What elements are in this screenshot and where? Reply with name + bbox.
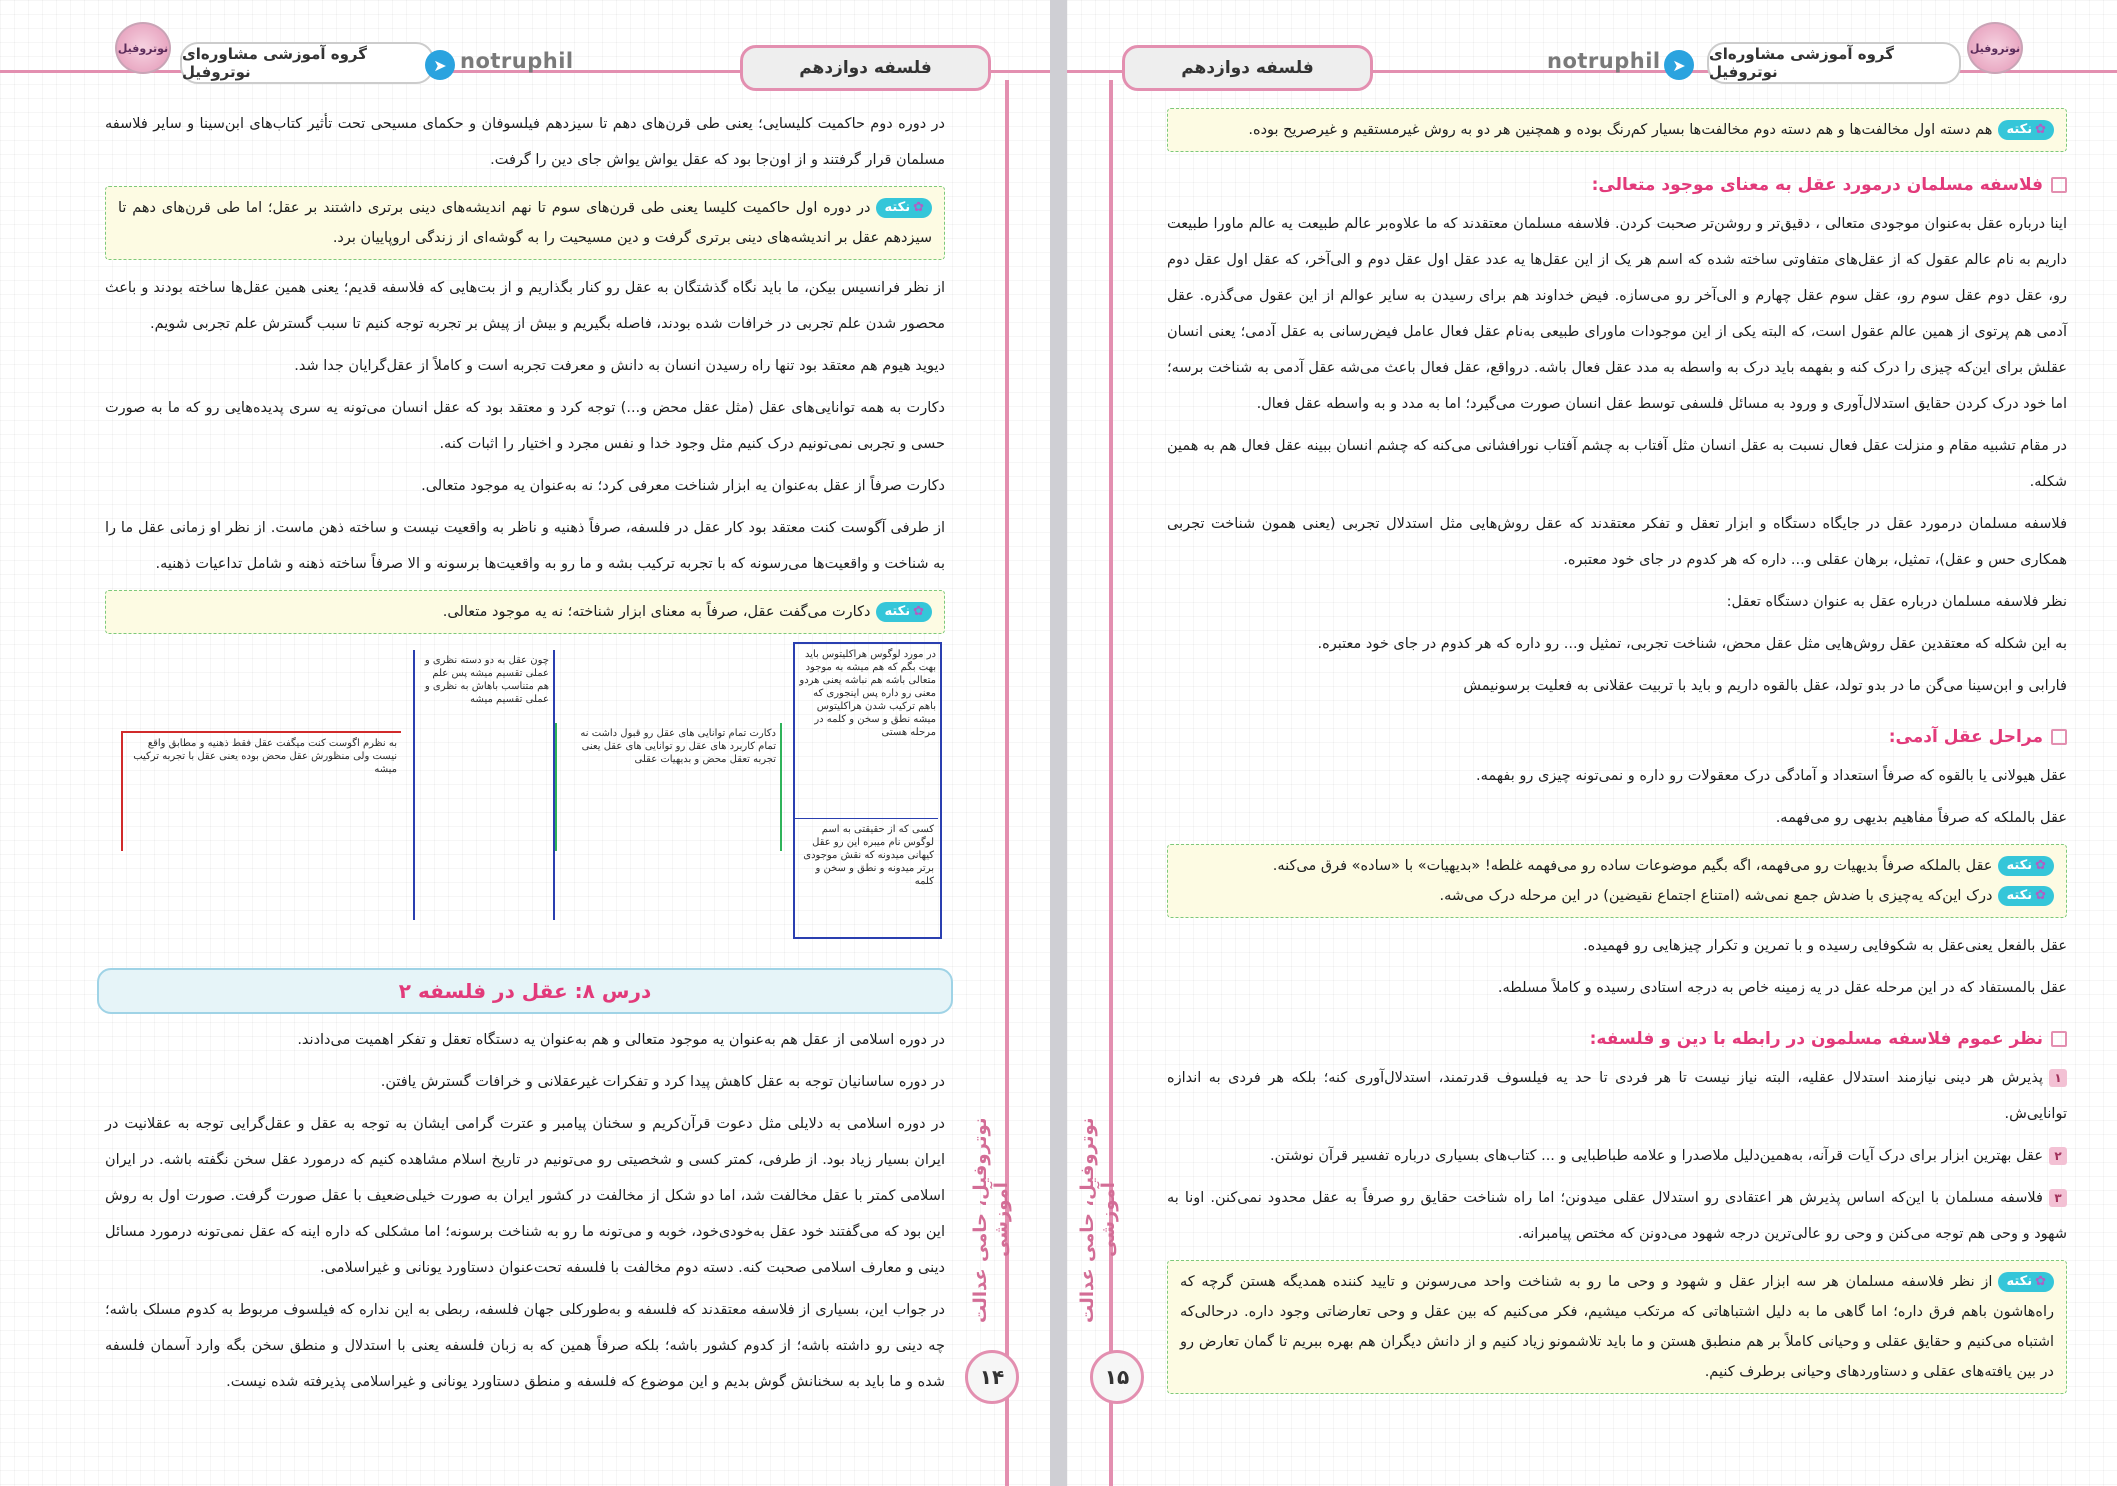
left-bottom-column — [105, 968, 945, 1406]
paragraph: دیوید هیوم هم معتقد بود تنها راه رسیدن انسان به دانش و معرفت تجربه است و کاملاً از عقل‌گرایان جدا شد. — [294, 358, 945, 374]
telegram-icon[interactable]: ➤ — [425, 50, 455, 80]
paragraph: در دوره دوم حاکمیت کلیسایی؛ یعنی طی قرن‌های دهم تا سیزدهم فیلسوفان و حکمای مسیحی تحت تأثیر کتاب‌های ابن‌سینا و سایر فلاسفه مسلمان قرار گرفتند و از اون‌جا بود که عقل یواش یواش جای دین را گرفت. — [105, 116, 945, 168]
checkbox-icon — [2051, 1031, 2067, 1047]
right-column — [1167, 100, 2067, 1404]
paragraph: عقل هیولانی یا بالقوه که صرفاً استعداد و آمادگی درک معقولات رو داره و نمی‌تونه چیزی رو بفهمه. — [1475, 768, 2067, 784]
paragraph: دکارت صرفاً از عقل به‌عنوان یه ابزار شناخت معرفی کرد؛ نه به‌عنوان یه موجود متعالی. — [421, 478, 945, 494]
heading-text: فلاسفه مسلمان درمورد عقل به معنای موجود متعالی: — [1591, 175, 2043, 195]
paragraph: نظر فلاسفه مسلمان درباره عقل به عنوان دستگاه تعقل: — [1726, 594, 2067, 610]
page-number: ۱۵ — [1090, 1350, 1144, 1404]
note-box — [105, 186, 945, 260]
paragraph: از نظر فرانسیس بیکن، ما باید نگاه گذشتگان به عقل رو کنار بگذاریم و از بت‌هایی که فلاسفه قدیم؛ یعنی همین عقل‌ها ساخته بودند و باعث محصور شدن علم تجربی در خرافات شده بودند، فاصله بگیریم و بیش از پیش بر تجربه توجه کنیم تا سبب گسترش علم تجربی شویم. — [105, 280, 945, 332]
note-text: از نظر فلاسفه مسلمان هر سه ابزار عقل و شهود و وحی ما رو به شناخت واحد می‌رسونن و تایید کننده همدیگه هستن گرچه که راه‌هاشون باهم فرق داره؛ اما گاهی ما به دلیل اشتباهاتی که مرتکب میشیم، فکر می‌کنیم که بین عقل و وحی تعارضاتی وجود داره. درحالی‌که اشتباه می‌کنیم و حقایق عقلی و وحیانی کاملاً بر هم منطبق هستن و ما باید تلاشمونو زیاد کنیم و از دانش دیگران هم بهره ببریم تا گمان تعارض رو در بین یافته‌های عقلی و دستاوردهای وحیانی برطرف کنیم. — [1180, 1274, 2054, 1380]
telegram-icon[interactable]: ➤ — [1664, 50, 1694, 80]
note-badge: ✿ نکته — [1998, 1272, 2054, 1292]
numbered-item — [1167, 1180, 2067, 1252]
item-text: عقل بهترین ابزار برای درک آیات قرآنه، به‌همین‌دلیل ملاصدرا و علامه طباطبایی و ... کتاب‌های بسیاری درباره تفسیر قرآن نوشتن. — [1270, 1148, 2043, 1164]
paragraph: فارابی و ابن‌سینا می‌گن ما در بدو تولد، عقل بالقوه داریم و باید با تربیت عقلانی به فعلیت برسونیمش — [1463, 678, 2067, 694]
paragraph: در دوره اسلامی از عقل هم به‌عنوان یه موجود متعالی و هم به‌عنوان یه دستگاه تعقل و تفکر اهمیت می‌دادند. — [297, 1032, 945, 1048]
channel-name[interactable]: notruphil — [1547, 49, 1661, 73]
paragraph: عقل بالملکه که صرفاً مفاهیم بدیهی رو می‌فهمه. — [1775, 810, 2067, 826]
handwritten-note: در مورد لوگوس هراکلیتوس باید بهت بگم که هم میشه به موجود متعالی باشه هم نباشه یعنی هردو معنی رو داره پس اینجوری که باهم ترکیب شدن هراکلیتوس میشه نطق و سخن و کلمه در مرحله هستی — [793, 642, 942, 939]
note-badge: ✿ نکته — [876, 198, 932, 218]
item-number: ۱ — [2049, 1069, 2067, 1087]
right-page — [1067, 0, 2117, 1486]
side-slogan: نوتروفیل، حامی عدالت آموزشی — [970, 1117, 1012, 1323]
note-text: دکارت می‌گفت عقل، صرفاً به معنای ابزار شناخته؛ نه یه موجود متعالی. — [442, 604, 871, 620]
note-text: عقل بالملکه صرفاً بدیهیات رو می‌فهمه، اگه بگیم موضوعات ساده رو می‌فهمه غلطه! «بدیهیات» با «ساده» فرق می‌کنه. — [1272, 858, 1993, 874]
note-box — [105, 590, 945, 634]
paragraph: از طرفی آگوست کنت معتقد بود کار عقل در فلسفه، صرفاً ذهنیه و ناظر به واقعیت نیست و ساخته ذهن ماست. از نظر او زمانی عقل ما را به شناخت و واقعیت‌ها می‌رسونه که با تجربه ترکیب بشه و ما رو به واقعیت‌ها برسونه و الا صرفاً ساخته ذهنه و شامل تداعیات ذهنیه. — [105, 520, 945, 572]
left-page — [0, 0, 1050, 1486]
book-title-tab: فلسفه دوازدهم — [1122, 45, 1373, 91]
side-strip — [1005, 80, 1009, 1486]
note-text: در دوره اول حاکمیت کلیسا یعنی طی قرن‌های سوم تا نهم اندیشه‌های دینی برتری داشتند بر عقل؛ اما طی قرن‌های دهم تا سیزدهم عقل بر اندیشه‌های دینی برتری گرفت و دین مسیحیت را به گوشه‌ای از زندگی اروپاییان برد. — [118, 200, 932, 246]
paragraph: در مقام تشبیه مقام و منزلت عقل فعال نسبت به عقل انسان مثل آفتاب به چشم آفتاب نورافشانی می‌کنه که چشم انسان ببینه عقل فعال هم به همین شکله. — [1167, 438, 2067, 490]
paragraph: عقل بالفعل یعنی‌عقل به شکوفایی رسیده و با تمرین و تکرار چیزهایی رو فهمیده. — [1583, 938, 2067, 954]
note-box — [1167, 108, 2067, 152]
numbered-item — [1167, 1060, 2067, 1132]
heading-text: نظر عموم فلاسفه مسلمون در رابطه با دین و فلسفه: — [1589, 1029, 2043, 1049]
item-number: ۲ — [2049, 1147, 2067, 1165]
handwritten-note: کسی که از حقیقتی به اسم لوگوس نام میبره این رو عقل کیهانی میدونه که نقش موجودی برتر میدونه و نطق و سخن و کلمه — [793, 818, 938, 935]
item-text: پذیرش هر دینی نیازمند استدلال عقلیه، البته نیاز نیست تا هر فردی تا حد یه فیلسوف قدرتمند، استدلال‌آوری کنه؛ بلکه هر فردی به اندازه توانایی‌ش. — [1167, 1070, 2067, 1122]
item-text: فلاسفه مسلمان با این‌که اساس پذیرش هر اعتقادی رو استدلال عقلی میدونن؛ اما راه شناخت حقایق رو صرفاً به عقل محدود نمی‌کنن. اونا به شهود و وحی هم توجه می‌کنن و وحی رو عالی‌ترین درجه شهود می‌دونن که مختص پیامبرانه. — [1167, 1190, 2067, 1242]
group-name-pill: گروه آموزشی مشاوره‌ای نوتروفیل — [1707, 42, 1961, 84]
page-number: ۱۴ — [965, 1350, 1019, 1404]
note-box — [1167, 844, 2067, 918]
note-badge: ✿ نکته — [876, 602, 932, 622]
paragraph: در جواب این، بسیاری از فلاسفه معتقدند که فلسفه و به‌طورکلی جهان فلسفه، ربطی به این نداره که فیلسوف مربوط به کدوم مسلک باشه؛ چه دینی رو داشته باشه؛ از کدوم کشور باشه؛ بلکه صرفاً همین که به زبان فلسفه یعنی با استدلال و منطق سخن بگه وارد آسمان فلسفه شده و ما باید به سخنانش گوش بدیم و این موضوع که فلسفه و منطق دستاورد یونانی و غیراسلامی پذیرفته شده نیست. — [105, 1302, 945, 1390]
side-slogan: نوتروفیل، حامی عدالت آموزشی — [1077, 1117, 1119, 1323]
side-strip — [1109, 80, 1113, 1486]
paragraph: دکارت به همه توانایی‌های عقل (مثل عقل محض و...) توجه کرد و معتقد بود که عقل انسان می‌تونه یه سری پدیده‌هایی رو که ما به صورت حسی و تجربی نمی‌تونیم درک کنیم مثل وجود خدا و نفس مجرد و اختیار را اثبات کنه. — [105, 400, 945, 452]
note-box — [1167, 1260, 2067, 1394]
paragraph: در دوره ساسانیان توجه به عقل کاهش پیدا کرد و تفکرات غیرعقلانی و خرافات گسترش یافتن. — [380, 1074, 945, 1090]
heading-text: مراحل عقل آدمی: — [1888, 727, 2043, 747]
note-badge: ✿ نکته — [1998, 886, 2054, 906]
group-name-pill: گروه آموزشی مشاوره‌ای نوتروفیل — [180, 42, 434, 84]
handwritten-note: چون عقل به دو دسته نظری و عملی تقسیم میشه پس علم هم متناسب باهاش به نظری و عملی تقسیم میشه — [413, 650, 555, 920]
note-badge: ✿ نکته — [1998, 856, 2054, 876]
checkbox-icon — [2051, 729, 2067, 745]
handwritten-note: دکارت تمام توانایی های عقل رو قبول داشت نه تمام کاربرد های عقل رو توانایی های عقل یعنی تجربه تعقل محض و بدیهیات عقلی — [555, 723, 782, 851]
brand-logo: نوتروفیل — [1967, 22, 2023, 74]
section-heading — [1167, 722, 2067, 752]
book-title-tab: فلسفه دوازدهم — [740, 45, 991, 91]
paragraph: در دوره اسلامی به دلایلی مثل دعوت قرآن‌کریم و سخنان پیامبر و عترت گرامی ایشان به توجه به عقل و عقل‌گرایی توجه به عقلانیت در ایران بسیار زیاد بود. از طرفی، کمتر کسی و شخصیتی رو می‌تونیم در تاریخ اسلام مشاهده کنیم که درمورد عقل سخن نگفته باشه. در ایران اسلامی کمتر با عقل مخالفت شد، اما دو شکل از مخالفت در کشور ایران به صورت خیلی‌ضعیف با عقل صورت گرفت. صورت اول به روش این بود که می‌گفتند خود عقل به‌خودی‌خود، خوبه و می‌تونه ما رو به شناخت برسونه؛ اما مشکلی که داره اینه که عقل نمی‌تونه درمورد مسائل دینی و معارف اسلامی صحبت کنه. دسته دوم مخالفت با فلسفه تحت‌عنوان دستاورد یونانی و غیراسلامی. — [105, 1116, 945, 1276]
paragraph: عقل بالمستفاد که در این مرحله عقل در یه زمینه خاص به درجه استادی رسیده و کاملاً مسلطه. — [1497, 980, 2067, 996]
paragraph: اینا درباره عقل به‌عنوان موجودی متعالی ، دقیق‌تر و روشن‌تر صحبت کردن. فلاسفه مسلمان معتقدند که ما علاوه‌بر عالم طبیعت یه عالم ماورا طبیعت داریم به نام عالم عقول که از عقل‌های متفاوتی ساخته شده که اسم هر یک از این عقل‌ها یه عدد عقل اول عقل دوم و الی‌آخر، که عقل اول عقل دوم رو، عقل دوم عقل سوم رو، عقل سوم عقل چهارم و الی‌آخر رو می‌سازه. فیض خداوند هم برای رسیدن به سایر عوالم از این عقول می‌گذره. عقل آدمی هم پرتوی از همین عالم عقول است، که البته یکی از این موجودات ماورای طبیعی به‌نام عقل فعال عامل فیض‌رسانی به عقل آدمی؛ یعنی انسان عقلش برای این‌که چیزی را درک کنه و بفهمه باید درک به واسطه به مدد عقل فعال باشه. درواقع، عقل فعال باعث می‌شه عقل آدمی به شناخت برسه؛ اما خود درک کردن حقایق استدلال‌آوری و ورود به مسائل فلسفی توسط عقل انسان صورت می‌گیرد؛ اما به مدد و به واسطه عقل فعال. — [1167, 216, 2067, 412]
item-number: ۳ — [2049, 1189, 2067, 1207]
book-gutter — [1050, 0, 1067, 1486]
note-badge: ✿ نکته — [1998, 120, 2054, 140]
lesson-title: درس ۸: عقل در فلسفه ۲ — [97, 968, 953, 1014]
handwritten-note: به نظرم اگوست کنت میگفت عقل فقط ذهنیه و مطابق واقع نیست ولی منظورش عقل محض بوده یعنی عقل با تجربه ترکیب میشه — [121, 731, 401, 851]
left-top-column — [105, 106, 945, 644]
paragraph: فلاسفه مسلمان درمورد عقل در جایگاه دستگاه و ابزار تعقل و تفکر معتقدند که عقل روش‌هایی مثل استدلال تجربی (یعنی همون شناخت تجربی همکاری حس و عقل)، تمثیل، برهان عقلی و... داره که هر کدوم در جای خود معتبره. — [1167, 516, 2067, 568]
note-text: هم دسته اول مخالفت‌ها و هم دسته دوم مخالفت‌ها بسیار کم‌رنگ بوده و همچنین هر دو به روش غیرمستقیم و غیرصریح بوده. — [1248, 122, 1993, 138]
checkbox-icon — [2051, 177, 2067, 193]
channel-name[interactable]: notruphil — [460, 49, 574, 73]
brand-logo: نوتروفیل — [115, 22, 171, 74]
note-text: درک این‌که یه‌چیزی با ضدش جمع نمی‌شه (امتناع اجتماع نقیضین) در این مرحله درک می‌شه. — [1439, 888, 1993, 904]
section-heading — [1167, 170, 2067, 200]
numbered-item — [1167, 1138, 2067, 1174]
section-heading — [1167, 1024, 2067, 1054]
paragraph: به این شکله که معتقدین عقل روش‌هایی مثل عقل محض، شناخت تجربی، تمثیل و... رو داره که هر کدوم در جای خود معتبره. — [1317, 636, 2067, 652]
